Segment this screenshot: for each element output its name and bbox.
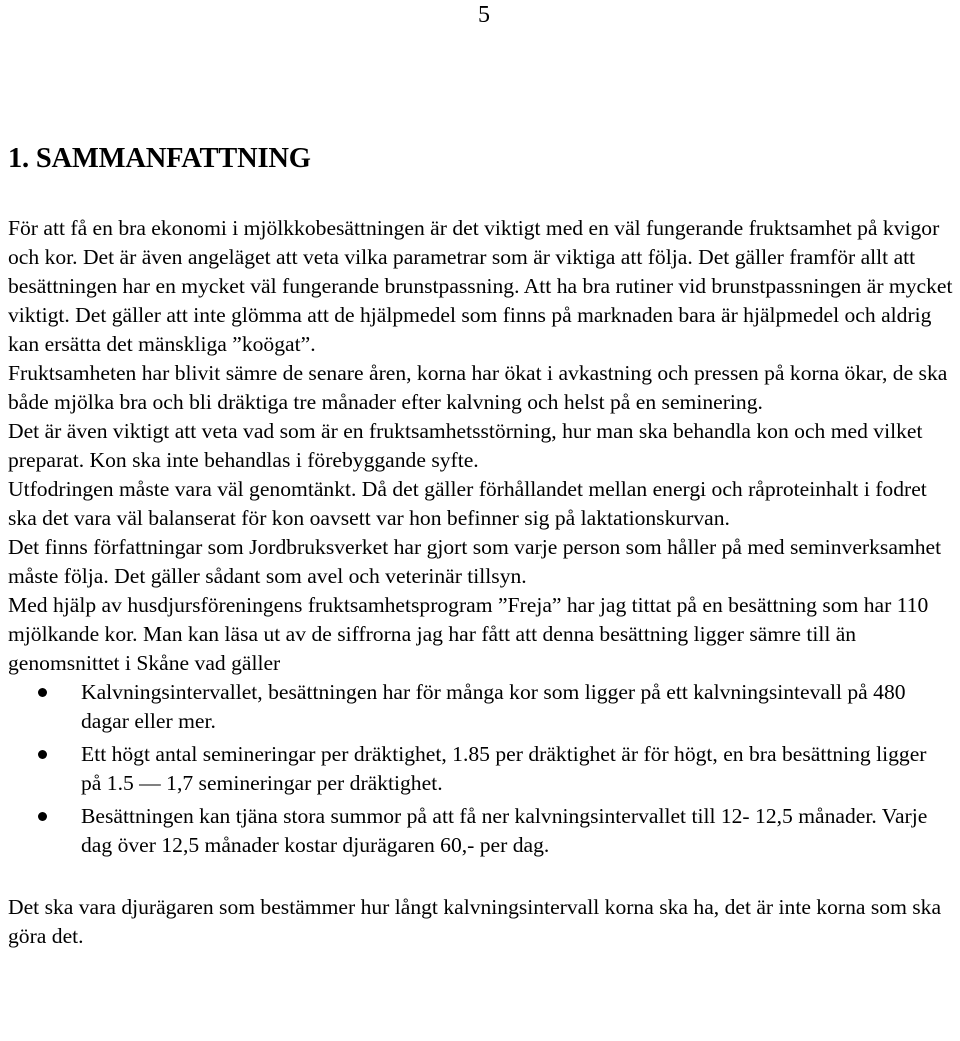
bullet-list: [8, 678, 958, 860]
list-item-text: Kalvningsintervallet, besättningen har för många kor som ligger på ett kalvningsintevall på 480 dagar eller mer.: [81, 680, 906, 733]
section-heading: 1. SAMMANFATTNING: [8, 143, 311, 174]
paragraph-intro: För att få en bra ekonomi i mjölkkobesättningen är det viktigt med en väl fungerande fruktsamhet på kvigor och kor. Det är även angeläget att veta vilka parametrar som är viktiga att följa. Det gäller framför allt att besättningen har en mycket väl fungerande brunstpassning. Att ha bra rutiner vid brunstpassningen är mycket viktigt. Det gäller att inte glömma att de hjälpmedel som finns på marknaden bara är hjälpmedel och aldrig kan ersätta det mänskliga ”koögat”.: [8, 216, 953, 356]
bullet-icon: [38, 688, 47, 697]
list-item-text: Besättningen kan tjäna stora summor på att få ner kalvningsintervallet till 12- 12,5 månader. Varje dag över 12,5 månader kostar djurägaren 60,- per dag.: [81, 804, 928, 857]
list-item-text: Ett högt antal semineringar per dräktighet, 1.85 per dräktighet är för högt, en bra besättning ligger på 1.5 — 1,7 semineringar per dräktighet.: [81, 742, 927, 795]
list-item: [8, 678, 941, 736]
paragraph-regulations: Det finns författningar som Jordbruksverket har gjort som varje person som håller på med seminverksamhet måste följa. Det gäller sådant som avel och veterinär tillsyn.: [8, 535, 942, 588]
bullet-icon: [38, 812, 47, 821]
paragraph-closing: Det ska vara djurägaren som bestämmer hur långt kalvningsintervall korna ska ha, det är inte korna som ska göra det.: [8, 895, 942, 948]
paragraph-fertility: Fruktsamheten har blivit sämre de senare åren, korna har ökat i avkastning och pressen på korna ökar, de ska både mjölka bra och bli dräktiga tre månader efter kalvning och helst på en seminering.: [8, 361, 948, 414]
paragraph-disorders: Det är även viktigt att veta vad som är en fruktsamhetsstörning, hur man ska behandla kon och med vilket preparat. Kon ska inte behandlas i förebyggande syfte.: [8, 419, 923, 472]
paragraph-freja: Med hjälp av husdjursföreningens fruktsamhetsprogram ”Freja” har jag tittat på en besättning som har 110 mjölkande kor. Man kan läsa ut av de siffrorna jag har fått att denna besättning ligger sämre till än genomsnittet i Skåne vad gäller: [8, 593, 929, 675]
list-item: [8, 740, 941, 798]
paragraph-feeding: Utfodringen måste vara väl genomtänkt. Då det gäller förhållandet mellan energi och råproteinhalt i fodret ska det vara väl balanserat för kon oavsett var hon befinner sig på laktationskurvan.: [8, 477, 927, 530]
document-body: [8, 214, 958, 951]
bullet-icon: [38, 750, 47, 759]
list-item: [8, 802, 941, 860]
page-number: 5: [478, 2, 490, 28]
